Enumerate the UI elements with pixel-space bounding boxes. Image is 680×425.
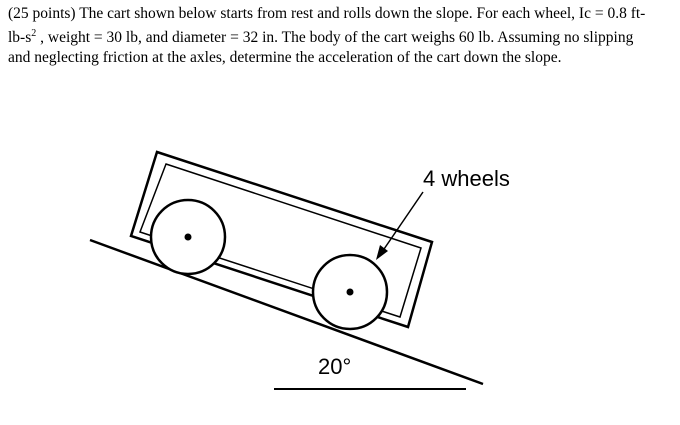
problem-body-part-2: , weight = 30 lb, and diameter = 32 in. The body of the cart weighs 60 lb. Assuming no slipping and neglecting friction at the axles, determine the acceleration of the cart down the slope.: [8, 29, 634, 67]
slope-line: [90, 240, 483, 384]
axle-front: [185, 234, 192, 241]
problem-points: (25 points): [8, 5, 76, 22]
angle-label: 20°: [318, 354, 352, 379]
wheels-leader-line: [382, 192, 423, 252]
axle-rear: [347, 289, 354, 296]
wheels-leader-arrowhead: [376, 245, 388, 260]
wheels-label: 4 wheels: [423, 166, 510, 191]
problem-body-part-1: The cart shown below starts from rest and rolls down the slope. For each wheel, Ic = 0.8 ft-lb-s: [8, 5, 646, 47]
problem-exponent: 2: [31, 28, 37, 39]
